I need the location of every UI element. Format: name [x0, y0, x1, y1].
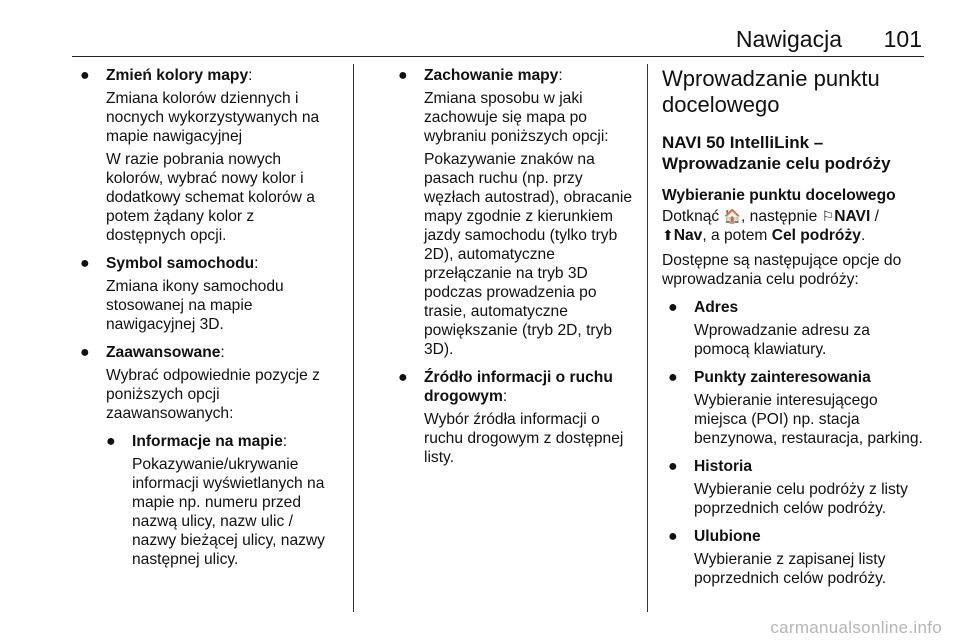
bullet: ●: [80, 67, 90, 84]
bullet: ●: [80, 255, 90, 272]
list-item: [398, 66, 634, 359]
chapter-heading: Wprowadzanie punktu docelowego: [662, 66, 880, 117]
item-heading: Historia: [694, 458, 753, 475]
bullet: ●: [668, 458, 678, 475]
bullet: ●: [668, 528, 678, 545]
item-text: Wybór źródła informacji o ruchu drogowym z dostępnej listy.: [424, 411, 624, 466]
navi-label: NAVI: [834, 208, 871, 225]
item-text: Zmiana sposobu w jaki zachowuje się mapa po wybraniu poniższych opcji:: [424, 90, 609, 145]
item-heading: Źródło informacji o ruchu drogowym: [424, 369, 613, 405]
heading-punct: :: [282, 433, 288, 450]
item-heading: Zmień kolory mapy: [106, 67, 249, 84]
bullet: ●: [668, 299, 678, 316]
item-heading: Zaawansowane: [106, 344, 221, 361]
column-3: [662, 66, 924, 588]
heading-punct: :: [248, 67, 253, 84]
list-item: [668, 527, 924, 588]
item-text: Zmiana ikony samochodu stosowanej na mapie nawigacyjnej 3D.: [106, 278, 284, 333]
item-text: Wybieranie interesującego miejsca (POI) np. stacja benzynowa, restauracja, parking.: [694, 392, 923, 447]
item-heading: Symbol samochodu: [106, 255, 255, 272]
column-divider: [353, 64, 354, 612]
item-text: Zmiana kolorów dziennych i nocnych wykorzystywanych na mapie nawigacyjnej: [106, 90, 320, 145]
list-item: [668, 298, 924, 359]
section-heading: Wybieranie punktu docelowego: [662, 187, 896, 204]
bullet: ●: [668, 369, 678, 386]
heading-punct: :: [254, 255, 259, 272]
list-item: [398, 368, 634, 467]
item-heading: Punkty zainteresowania: [694, 369, 871, 386]
instruction-part: /: [870, 208, 879, 225]
list-item: [80, 254, 338, 334]
item-heading: Zachowanie mapy: [424, 67, 559, 84]
watermark: carmanualsonline.info: [770, 618, 942, 637]
navigation-arrow-icon: ⬆: [662, 227, 674, 243]
options-list: [662, 298, 924, 588]
list-item: [80, 66, 338, 245]
heading-punct: :: [220, 344, 225, 361]
item-heading: Informacje na mapie: [132, 433, 283, 450]
sub-list-item: [106, 432, 338, 569]
bullet: ●: [398, 369, 408, 386]
list-item: [80, 343, 338, 569]
flag-icon: ⚐: [821, 208, 835, 224]
bullet: ●: [106, 433, 116, 450]
list-item: [668, 457, 924, 518]
column-divider: [647, 64, 648, 612]
item-text: Pokazywanie znaków na pasach ruchu (np. przy węzłach autostrad), obracanie mapy zgodnie z kierunkiem jazdy samochodu (tylko tryb 2D), automatyczne przełączanie na tryb 3D podczas prowadzenia po trasie, automatyczne powiększanie (tryb 2D, tryb 3D).: [424, 151, 633, 358]
instruction-part: , następnie: [740, 208, 822, 225]
instruction-part: .: [860, 227, 866, 244]
item-text: Wybieranie celu podróży z listy poprzednich celów podróży.: [694, 481, 908, 517]
item-text: Pokazywanie/ukrywanie informacji wyświetlanych na mapie np. numeru przed nazwą ulicy, nazw ulic / nazwy bieżącej ulicy, nazwy następnej ulicy.: [132, 456, 325, 568]
page-number: 101: [883, 26, 922, 52]
instruction-part: , a potem: [702, 227, 772, 244]
item-text: Wybieranie z zapisanej listy poprzednich celów podróży.: [694, 551, 887, 587]
header-rule: [72, 56, 924, 57]
section-title: Nawigacja: [735, 26, 842, 52]
bullet: ●: [398, 67, 408, 84]
instruction-text: [662, 207, 924, 245]
column-1: [80, 66, 338, 569]
item-heading: Ulubione: [694, 528, 761, 545]
page-header: [0, 26, 960, 60]
intro-text: Dostępne są następujące opcje do wprowadzania celu podróży:: [662, 252, 902, 288]
instruction-part: Dotknąć: [662, 208, 724, 225]
item-text: W razie pobrania nowych kolorów, wybrać nowy kolor i dodatkowy schemat kolorów a potem żądany kolor z dostępnych opcji.: [106, 151, 315, 244]
home-icon: 🏠: [723, 208, 741, 224]
column-2: [398, 66, 634, 467]
item-text: Wybrać odpowiednie pozycje z poniższych opcji zaawansowanych:: [106, 367, 320, 422]
list-item: [668, 368, 924, 448]
destination-label: Cel podróży: [771, 227, 861, 244]
heading-punct: :: [558, 67, 563, 84]
heading-punct: :: [502, 388, 508, 405]
nav-label: Nav: [673, 227, 703, 244]
item-heading: Adres: [694, 299, 739, 316]
bullet: ●: [80, 344, 90, 361]
sub-heading: NAVI 50 IntelliLink – Wprowadzanie celu podróży: [662, 133, 891, 173]
item-text: Wprowadzanie adresu za pomocą klawiatury.: [694, 322, 870, 358]
